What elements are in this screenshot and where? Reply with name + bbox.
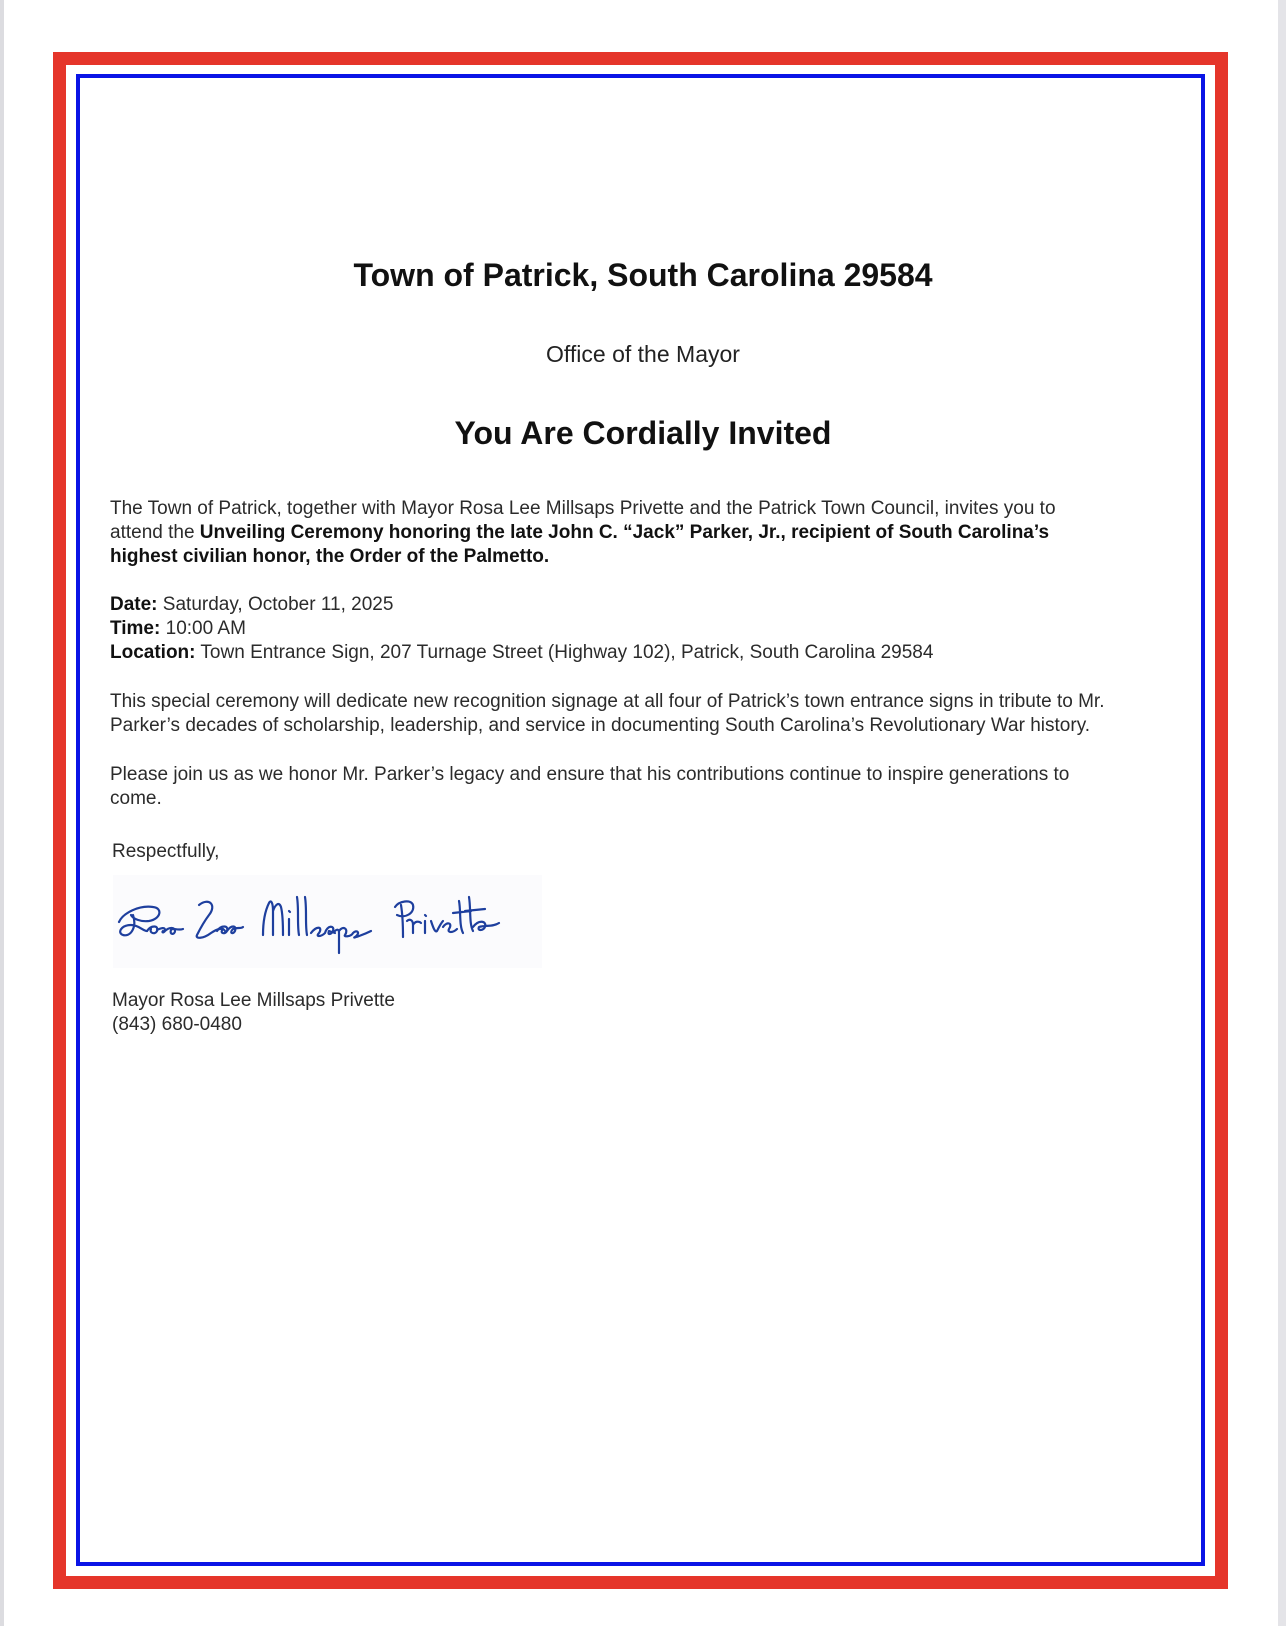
- time-label: Time:: [110, 618, 161, 639]
- valediction-text: Respectfully,: [112, 841, 220, 862]
- time-value: 10:00 AM: [160, 618, 246, 639]
- intro-line: [110, 545, 1200, 569]
- office-subtitle: Office of the Mayor: [546, 341, 740, 367]
- handwritten-signature: [113, 875, 542, 968]
- location-row: [110, 641, 1200, 665]
- dedication-line: This special ceremony will dedicate new recognition signage at all four of Patrick’s town entrance signs in tribute to Mr.: [110, 691, 1105, 712]
- date-row: [110, 593, 1200, 617]
- intro-paragraph: [110, 497, 1200, 569]
- signer-phone: (843) 680-0480: [112, 1014, 242, 1035]
- intro-line: [110, 521, 1200, 545]
- event-details: [110, 593, 1200, 665]
- intro-text: attend the: [110, 522, 200, 543]
- date-value: Saturday, October 11, 2025: [157, 594, 394, 615]
- invitation-heading: You Are Cordially Invited: [454, 415, 832, 451]
- closing-line: Please join us as we honor Mr. Parker’s legacy and ensure that his contributions continue to inspire generations to: [110, 764, 1070, 785]
- inner-blue-border: [76, 74, 1205, 1566]
- ceremony-highlight: highest civilian honor, the Order of the Palmetto.: [110, 546, 550, 567]
- signature-image: [113, 875, 542, 968]
- intro-text: The Town of Patrick, together with Mayor Rosa Lee Millsaps Privette and the Patrick Town Council, invites you to: [110, 498, 1056, 519]
- scrollbar-track[interactable]: [1278, 0, 1286, 1626]
- location-value: Town Entrance Sign, 207 Turnage Street (Highway 102), Patrick, South Carolina 29584: [195, 642, 934, 663]
- date-label: Date:: [110, 594, 158, 615]
- letterhead-title: Town of Patrick, South Carolina 29584: [353, 257, 933, 293]
- closing-line: come.: [110, 788, 162, 809]
- dedication-line: Parker’s decades of scholarship, leadership, and service in documenting South Carolina’s Revolutionary War history.: [110, 715, 1091, 736]
- ceremony-highlight: Unveiling Ceremony honoring the late John C. “Jack” Parker, Jr., recipient of South Carolina’s: [199, 522, 1050, 543]
- page-edge-left: [0, 0, 4, 1626]
- dedication-paragraph: [110, 690, 1200, 738]
- closing-paragraph: [110, 763, 1200, 811]
- signer-block: [112, 989, 1202, 1037]
- time-row: [110, 617, 1200, 641]
- valediction: [112, 840, 1202, 864]
- intro-line: [110, 497, 1200, 521]
- location-label: Location:: [110, 642, 196, 663]
- signer-name: Mayor Rosa Lee Millsaps Privette: [112, 990, 395, 1011]
